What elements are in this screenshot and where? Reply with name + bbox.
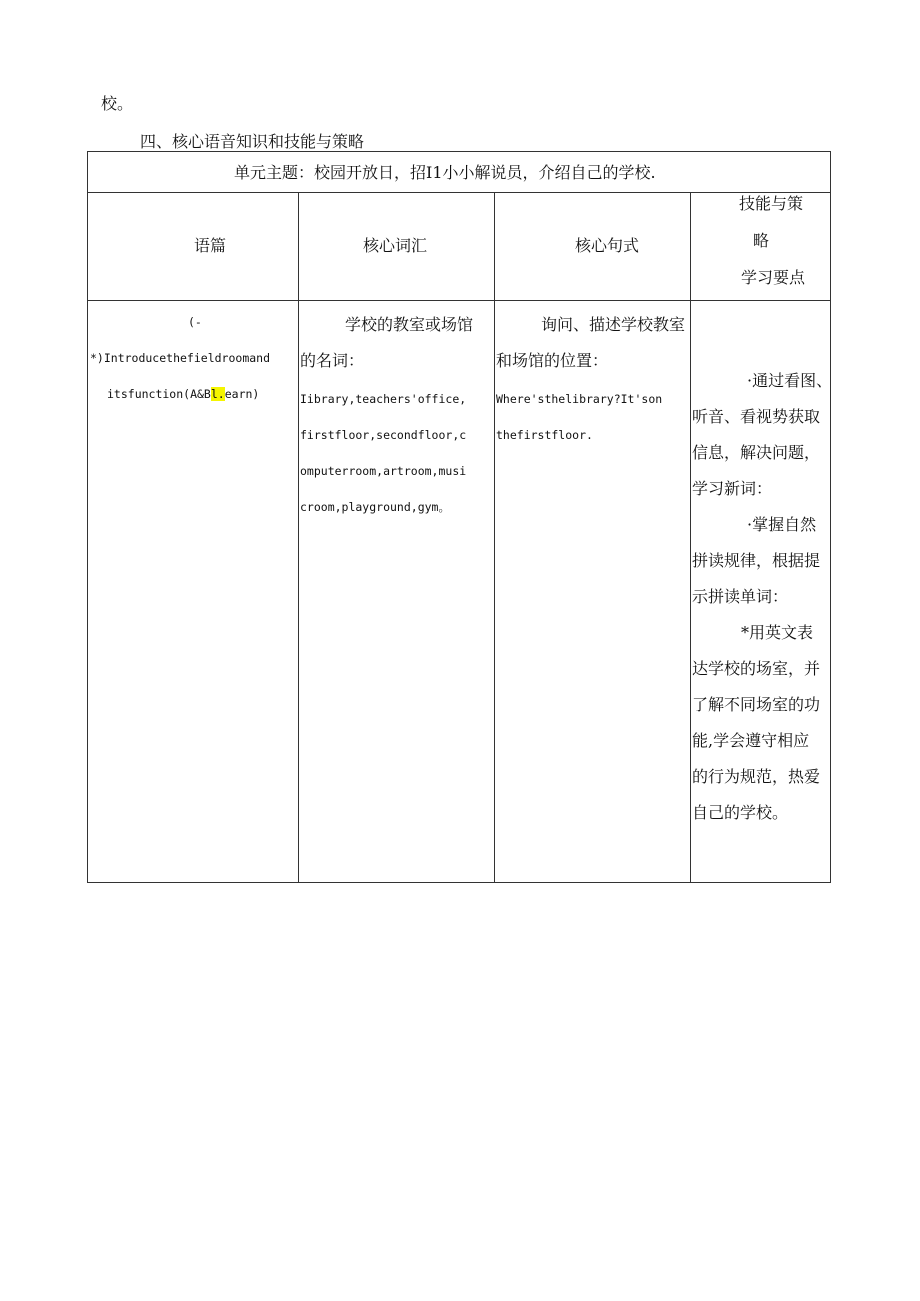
- skills-line: *用英文表: [741, 623, 814, 642]
- header-skills-line2: 略: [753, 231, 770, 250]
- skills-line: 自己的学校。: [692, 803, 789, 822]
- header-text: 语篇: [194, 236, 227, 255]
- unit-theme-cell: [88, 152, 831, 193]
- skills-line: 的行为规范，热爱: [692, 767, 821, 786]
- header-vocab-cell: [299, 193, 495, 301]
- text-line-2: *)Introducethefieldroomand: [90, 351, 271, 365]
- vocab-word-line: omputerroom,artroom,musi: [300, 464, 467, 478]
- vocab-word-line: croom,playground,gym。: [300, 500, 450, 514]
- header-skills-cell: [691, 193, 831, 301]
- sentence-intro-2: 和场馆的位置：: [496, 351, 609, 370]
- skills-line: 了解不同场室的功: [692, 695, 821, 714]
- text-line-3: itsfunction(A&Bl.earn): [107, 387, 260, 401]
- skills-line: ·掌握自然: [747, 515, 817, 534]
- skills-line: 拼读规律，根据提: [692, 551, 821, 570]
- skills-line: 学习新词：: [692, 479, 773, 498]
- skills-line: 听音、看视势获取: [692, 407, 821, 426]
- section-heading: 四、核心语音知识和技能与策略: [140, 132, 365, 151]
- skills-line: 能,学会遵守相应: [692, 731, 810, 750]
- strategy-table: [87, 151, 831, 883]
- sentence-intro-1: 询问、描述学校教室: [541, 315, 686, 334]
- row-vocab-cell: [299, 301, 495, 883]
- highlight-mark: l.: [210, 387, 225, 401]
- skills-line: 示拼读单词：: [692, 587, 789, 606]
- header-sentence: 核心句式: [575, 236, 640, 255]
- unit-theme: 单元主题：校园开放日，招I1小小解说员，介绍自己的学校.: [234, 163, 656, 182]
- row-text-cell: [88, 301, 299, 883]
- header-text-cell: [88, 193, 299, 301]
- vocab-intro-1: 学校的教室或场馆: [345, 315, 474, 334]
- skills-line: 达学校的场室，并: [692, 659, 821, 678]
- sentence-line: Where'sthelibrary?It'son: [496, 392, 663, 406]
- row-sentence-cell: [495, 301, 691, 883]
- text-line-1: (-: [188, 315, 202, 329]
- header-skills-line3: 学习要点: [741, 268, 806, 287]
- sentence-line: thefirstfloor.: [496, 428, 593, 442]
- vocab-word-line: firstfloor,secondfloor,c: [300, 428, 467, 442]
- skills-line: ·通过看图、: [747, 371, 833, 390]
- header-skills-line1: 技能与策: [739, 194, 804, 213]
- header-vocab: 核心词汇: [363, 236, 428, 255]
- previous-paragraph-end: 校。: [101, 94, 134, 113]
- vocab-intro-2: 的名词：: [300, 351, 365, 370]
- vocab-word-line: Iibrary,teachers'office,: [300, 392, 467, 406]
- row-skills-cell: [691, 301, 831, 883]
- header-sentence-cell: [495, 193, 691, 301]
- skills-line: 信息，解决问题，: [692, 443, 821, 462]
